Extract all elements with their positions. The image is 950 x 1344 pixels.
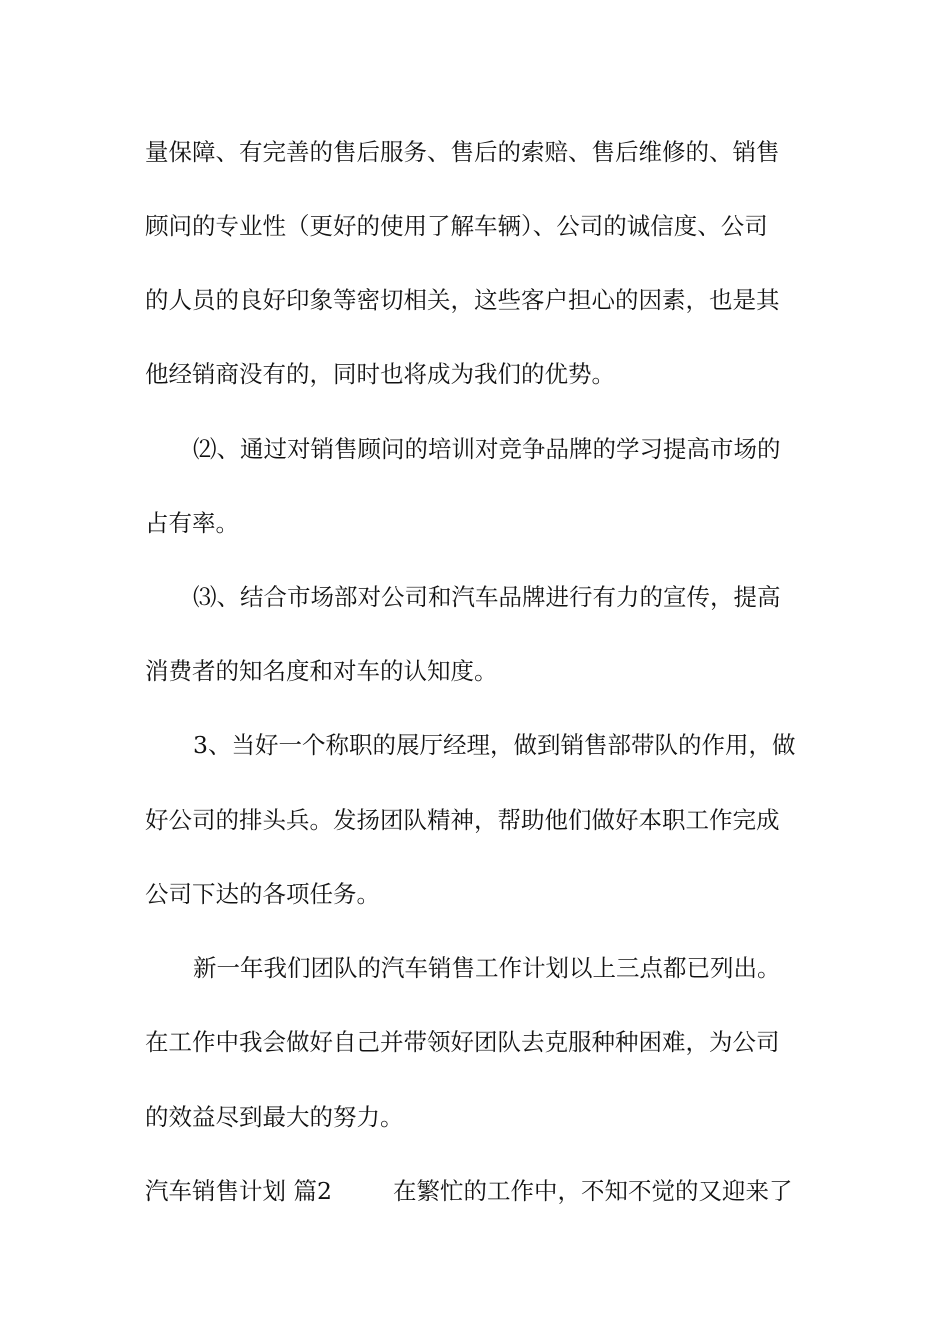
paragraph-line: 新一年我们团队的汽车销售工作计划以上三点都已列出。 — [193, 954, 781, 982]
paragraph-line: 3、当好一个称职的展厅经理，做到销售部带队的作用，做 — [193, 731, 796, 759]
paragraph-line: ⑶、结合市场部对公司和汽车品牌进行有力的宣传，提高 — [193, 583, 781, 611]
paragraph-line: 顾问的专业性（更好的使用了解车辆）、公司的诚信度、公司 — [145, 212, 768, 240]
section-first-line: 在繁忙的工作中，不知不觉的又迎来了 — [393, 1177, 793, 1205]
paragraph-line: 的效益尽到最大的努力。 — [145, 1103, 404, 1131]
paragraph-line: 量保障、有完善的售后服务、售后的索赔、售后维修的、销售 — [145, 138, 780, 166]
paragraph-line: 占有率。 — [145, 509, 239, 537]
paragraph-line: 消费者的知名度和对车的认知度。 — [145, 657, 498, 685]
section-heading-line — [145, 1171, 810, 1211]
paragraph-line: 的人员的良好印象等密切相关，这些客户担心的因素，也是其 — [145, 286, 780, 314]
paragraph-line: 他经销商没有的，同时也将成为我们的优势。 — [145, 360, 615, 388]
paragraph-line: ⑵、通过对销售顾问的培训对竞争品牌的学习提高市场的 — [193, 435, 781, 463]
paragraph-line: 在工作中我会做好自己并带领好团队去克服种种困难，为公司 — [145, 1028, 780, 1056]
paragraph-line: 好公司的排头兵。发扬团队精神，帮助他们做好本职工作完成 — [145, 806, 780, 834]
section-heading: 汽车销售计划 篇2 — [145, 1177, 332, 1205]
paragraph-line: 公司下达的各项任务。 — [145, 880, 380, 908]
